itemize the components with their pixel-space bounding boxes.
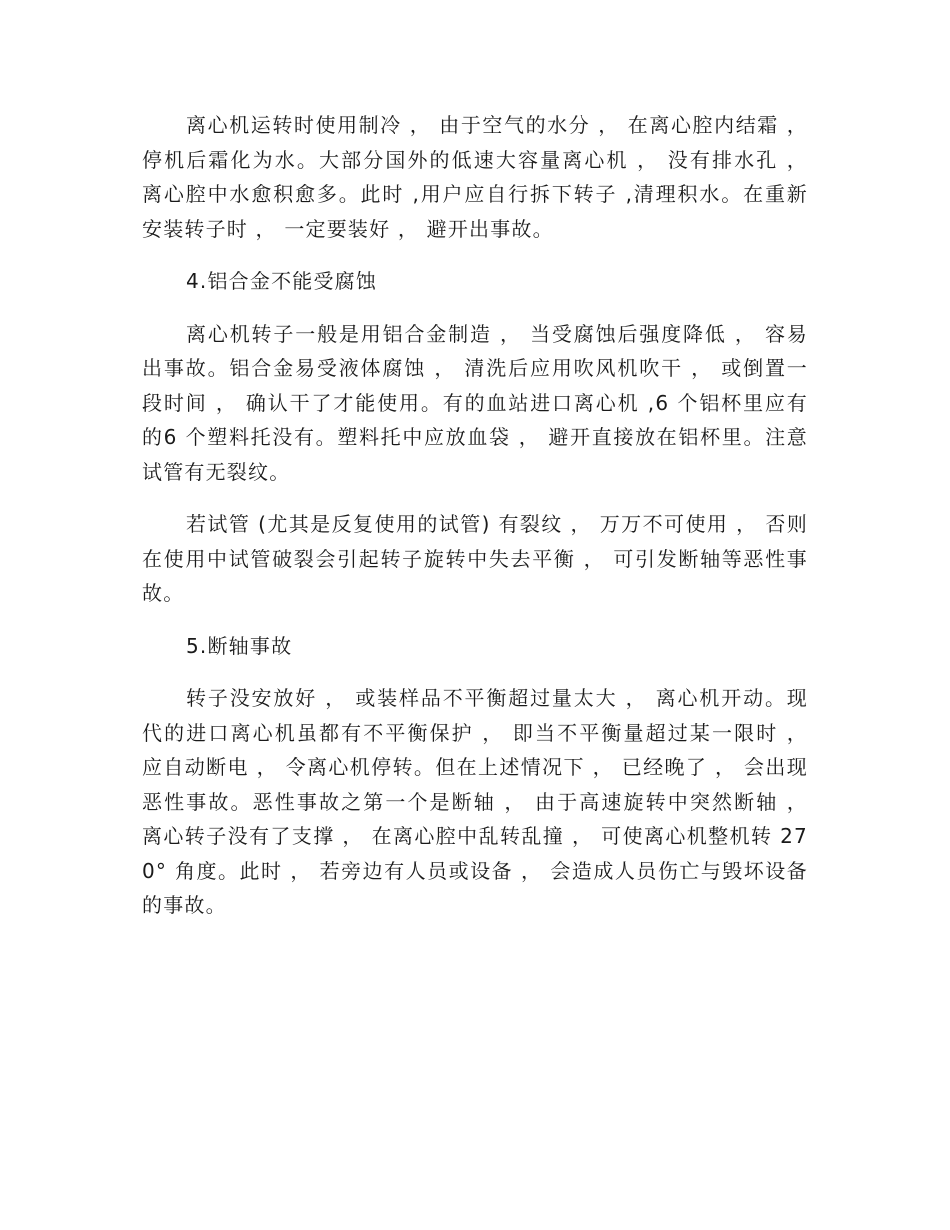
paragraph-cracked-tubes: 若试管 (尤其是反复使用的试管) 有裂纹 ， 万万不可使用 ， 否则在使用中试管破裂会引起转子旋转中失去平衡 ， 可引发断轴等恶性事故。 [142,512,808,605]
paragraph-aluminum-corrosion: 离心机转子一般是用铝合金制造 ， 当受腐蚀后强度降低 ， 容易出事故。铝合金易受液体腐蚀 ， 清洗后应用吹风机吹干 ， 或倒置一段时间 ， 确认干了才能使用。有的血站进口离心机 ,6 个铝杯里应有的6 个塑料托没有。塑料托中应放血袋 ， 避开直接放在铝杯里。注意试管有无裂纹。 [142,321,808,484]
section-heading-shaft-break: 5.断轴事故 [186,633,293,658]
document-body [142,108,808,941]
section-heading-aluminum-corrosion: 4.铝合金不能受腐蚀 [186,269,378,293]
paragraph-condensation: 离心机运转时使用制冷 ， 由于空气的水分 ， 在离心腔内结霜 ， 停机后霜化为水。大部分国外的低速大容量离心机 ， 没有排水孔 ， 离心腔中水愈积愈多。此时 ,用户应自行拆下转子 ,清理积水。在重新安装转子时 ， 一定要装好 ， 避开出事故。 [142,113,808,241]
paragraph-shaft-break: 转子没安放好 ， 或装样品不平衡超过量太大 ， 离心机开动。现代的进口离心机虽都有不平衡保护 ， 即当不平衡量超过某一限时 ， 应自动断电 ， 令离心机停转。但在上述情况下 ， 已经晚了 ， 会出现恶性事故。恶性事故之第一个是断轴 ， 由于高速旋转中突然断轴 ， 离心转子没有了支撑 ， 在离心腔中乱转乱撞 ， 可使离心机整机转 270° 角度。此时 ， 若旁边有人员或设备 ， 会造成人员伤亡与毁坏设备的事故。 [142,686,808,917]
